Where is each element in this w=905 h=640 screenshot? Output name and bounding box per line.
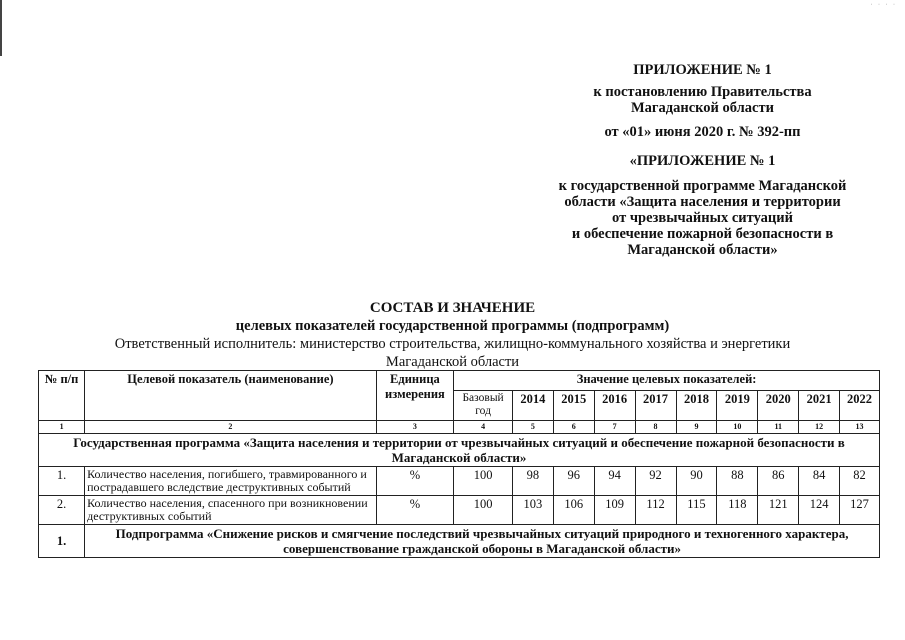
row-num: 1. <box>39 467 85 496</box>
row-value: 98 <box>512 467 553 496</box>
col-num-header: № п/п <box>39 371 85 421</box>
row-value: 103 <box>512 496 553 525</box>
column-number: 7 <box>594 421 635 434</box>
col-base-year-header: Базовый год <box>454 391 513 421</box>
annex-heading2-text: «ПРИЛОЖЕНИЕ № 1 <box>629 153 776 169</box>
column-number: 2 <box>85 421 377 434</box>
col-year-header: 2022 <box>840 391 880 421</box>
column-number-row <box>39 421 880 434</box>
program-title: Государственная программа «Защита населения и территории от чрезвычайных ситуаций и обеспечение пожарной безопасности в Магаданской области» <box>39 434 880 467</box>
annex-ref-line: Магаданской области <box>631 100 774 116</box>
values-group-header: Значение целевых показателей: <box>454 371 880 391</box>
row-value: 112 <box>635 496 676 525</box>
program-row <box>39 434 880 467</box>
doc-title: СОСТАВ И ЗНАЧЕНИЕ <box>369 300 536 316</box>
header-row <box>39 371 880 391</box>
row-unit: % <box>376 496 454 525</box>
column-number: 1 <box>39 421 85 434</box>
column-number: 3 <box>376 421 454 434</box>
annex-reference <box>520 84 885 116</box>
row-value: 82 <box>840 467 880 496</box>
annex-ref-line: к постановлению Правительства <box>593 84 812 100</box>
column-number: 12 <box>799 421 840 434</box>
row-indicator: Количество населения, спасенного при возникновении деструктивных событий <box>85 496 377 525</box>
indicators-table <box>38 370 880 558</box>
row-indicator: Количество населения, погибшего, травмированного и пострадавшего вследствие деструктивных событий <box>85 467 377 496</box>
col-year-header: 2015 <box>553 391 594 421</box>
column-number: 4 <box>454 421 513 434</box>
row-value: 106 <box>553 496 594 525</box>
row-value: 100 <box>454 496 513 525</box>
column-number: 5 <box>512 421 553 434</box>
table-row <box>39 467 880 496</box>
annex-program-line: к государственной программе Магаданской <box>558 178 847 194</box>
col-year-header: 2014 <box>512 391 553 421</box>
column-number: 9 <box>676 421 717 434</box>
annex-program-line: Магаданской области» <box>627 242 778 258</box>
row-value: 90 <box>676 467 717 496</box>
row-value: 96 <box>553 467 594 496</box>
row-value: 94 <box>594 467 635 496</box>
col-year-header: 2017 <box>635 391 676 421</box>
col-year-header: 2018 <box>676 391 717 421</box>
column-number: 6 <box>553 421 594 434</box>
row-value: 115 <box>676 496 717 525</box>
annex-program <box>520 178 885 258</box>
subprogram-row <box>39 525 880 558</box>
col-year-header: 2021 <box>799 391 840 421</box>
col-year-header: 2016 <box>594 391 635 421</box>
col-year-header: 2019 <box>717 391 758 421</box>
annex-date <box>520 124 885 140</box>
annex-program-line: области «Защита населения и территории <box>564 194 841 210</box>
row-unit: % <box>376 467 454 496</box>
column-number: 8 <box>635 421 676 434</box>
row-value: 127 <box>840 496 880 525</box>
col-unit-header: Единица измерения <box>376 371 454 421</box>
responsible-executor: Ответственный исполнитель: министерство строительства, жилищно-коммунального хозяйства и энергетики <box>114 336 791 352</box>
row-value: 118 <box>717 496 758 525</box>
row-value: 100 <box>454 467 513 496</box>
annex-program-line: от чрезвычайных ситуаций <box>612 210 793 226</box>
col-year-header: 2020 <box>758 391 799 421</box>
col-indicator-header: Целевой показатель (наименование) <box>85 371 377 421</box>
scan-corner-dots: · · · · <box>870 2 897 8</box>
doc-subtitle: целевых показателей государственной программы (подпрограмм) <box>235 318 670 334</box>
annex-date-text: от «01» июня 2020 г. № 392-пп <box>604 124 801 140</box>
annex-program-line: и обеспечение пожарной безопасности в <box>571 226 834 242</box>
row-value: 92 <box>635 467 676 496</box>
responsible-executor-region: Магаданской области <box>385 354 520 370</box>
subprogram-title: Подпрограмма «Снижение рисков и смягчение последствий чрезвычайных ситуаций природного и техногенного характера, совершенствование гражданской обороны в Магаданской области» <box>85 525 880 558</box>
row-value: 121 <box>758 496 799 525</box>
annex-heading-2 <box>520 153 885 169</box>
column-number: 11 <box>758 421 799 434</box>
subprogram-num: 1. <box>39 525 85 558</box>
row-value: 124 <box>799 496 840 525</box>
row-value: 109 <box>594 496 635 525</box>
table-row <box>39 496 880 525</box>
column-number: 13 <box>840 421 880 434</box>
annex-heading <box>520 62 885 78</box>
scan-edge-mark <box>0 0 2 56</box>
row-num: 2. <box>39 496 85 525</box>
row-value: 88 <box>717 467 758 496</box>
column-number: 10 <box>717 421 758 434</box>
row-value: 86 <box>758 467 799 496</box>
row-value: 84 <box>799 467 840 496</box>
annex-heading-text: ПРИЛОЖЕНИЕ № 1 <box>633 62 772 78</box>
